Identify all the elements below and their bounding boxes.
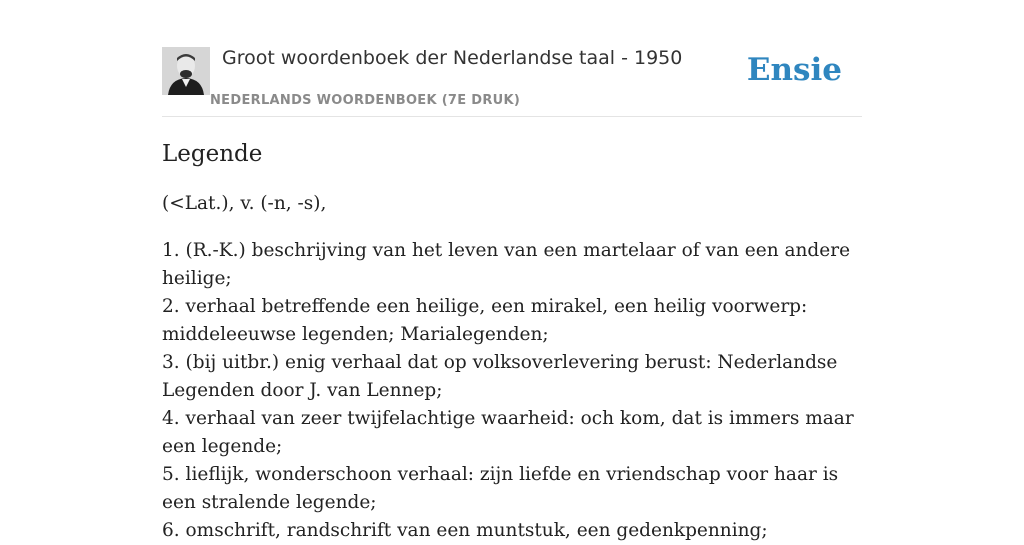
- definition-item: 2. verhaal betreffende een heilige, een mirakel, een heilig voorwerp: middeleeuwse legenden; Marialegenden;: [162, 296, 808, 345]
- entry-headword: Legende: [162, 141, 263, 167]
- book-subtitle[interactable]: NEDERLANDS WOORDENBOEK (7E DRUK): [210, 93, 521, 108]
- definition-list: [162, 237, 867, 545]
- entry-content: [162, 138, 867, 545]
- definition-item: 3. (bij uitbr.) enig verhaal dat op volksoverlevering berust: Nederlandse Legenden door J. van Lennep;: [162, 352, 838, 401]
- ensie-logo-link[interactable]: Ensie: [746, 52, 842, 88]
- book-title[interactable]: Groot woordenboek der Nederlandse taal - 1950: [222, 47, 683, 69]
- definition-item: 6. omschrift, randschrift van een muntstuk, een gedenkpenning;: [162, 520, 768, 541]
- header: [162, 0, 862, 117]
- definition-item: 4. verhaal van zeer twijfelachtige waarheid: och kom, dat is immers maar een legende;: [162, 408, 854, 457]
- definition-item: 1. (R.-K.) beschrijving van het leven van een martelaar of van een andere heilige;: [162, 240, 851, 289]
- definition-item: 5. lieflijk, wonderschoon verhaal: zijn liefde en vriendschap voor haar is een stralende legende;: [162, 464, 839, 513]
- author-avatar[interactable]: [162, 47, 210, 95]
- entry-grammar: (<Lat.), v. (-n, -s),: [162, 193, 327, 214]
- portrait-icon: [162, 47, 210, 95]
